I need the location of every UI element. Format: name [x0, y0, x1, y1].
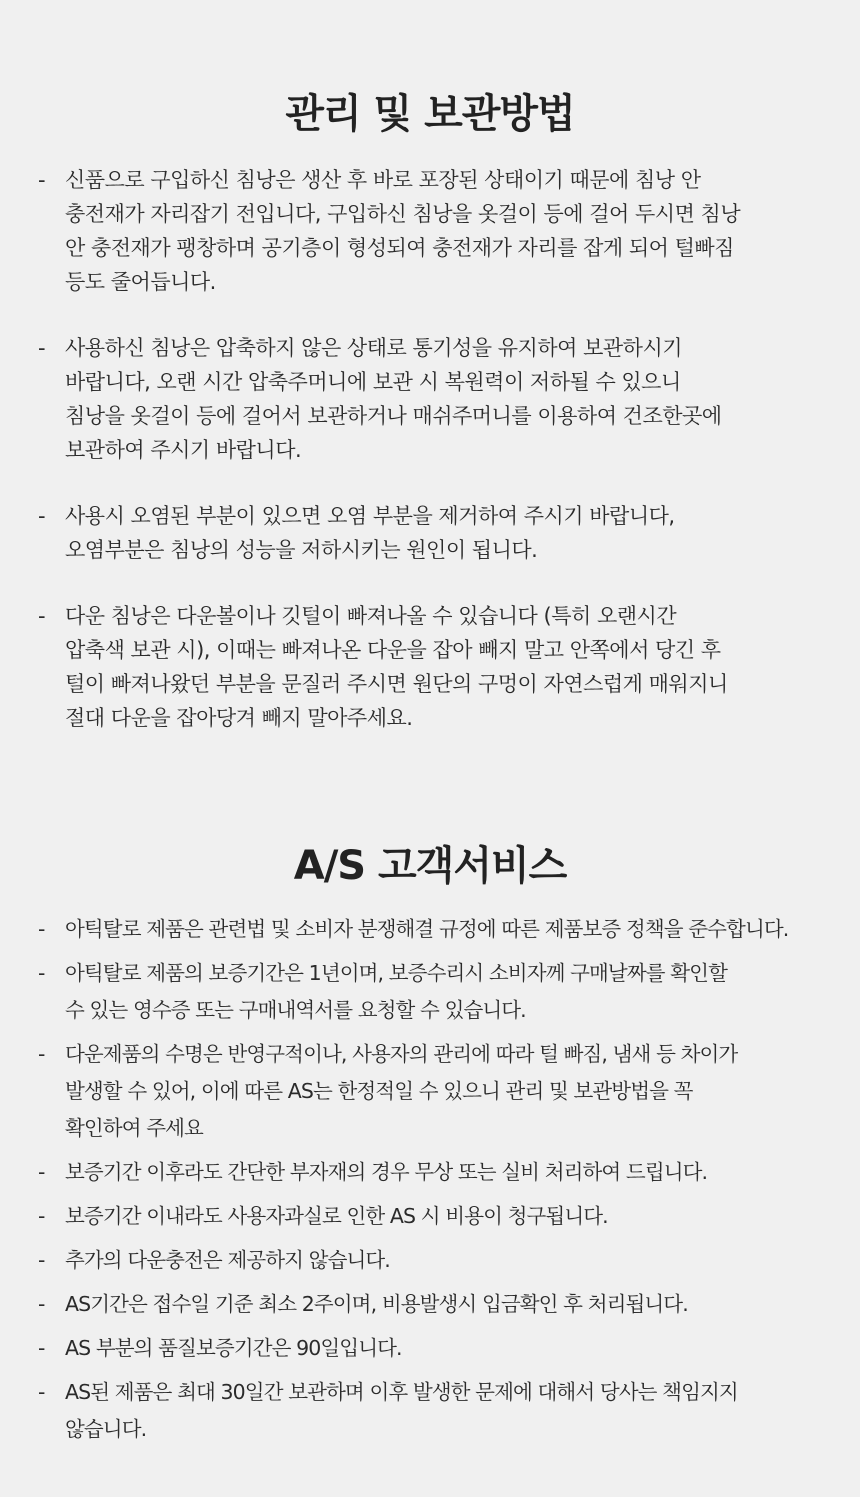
item-text-line: 압축색 보관 시), 이때는 빠져나온 다운을 잡아 빼지 말고 안쪽에서 당긴 후 — [65, 638, 721, 662]
bullet-dash: - — [38, 336, 46, 360]
as-list-item — [38, 1154, 828, 1191]
item-text-line: 다운 침낭은 다운볼이나 깃털이 빠져나올 수 있습니다 (특히 오랜시간 — [65, 604, 677, 628]
as-service-list — [38, 911, 828, 1455]
item-text-line: 추가의 다운충전은 제공하지 않습니다. — [65, 1248, 390, 1272]
care-list-item — [38, 499, 828, 567]
as-list-item — [38, 1286, 828, 1323]
item-text-line: 안 충전재가 팽창하며 공기층이 형성되여 충전재가 자리를 잡게 되어 털빠짐 — [65, 236, 734, 260]
as-list-item — [38, 1036, 828, 1147]
bullet-dash: - — [38, 1336, 45, 1360]
bullet-dash: - — [38, 604, 46, 628]
item-text-line: 신품으로 구입하신 침낭은 생산 후 바로 포장된 상태이기 때문에 침낭 안 — [65, 168, 701, 192]
care-list — [38, 163, 828, 767]
care-title: 관리 및 보관방법 — [285, 91, 575, 137]
item-text-line: 바랍니다, 오랜 시간 압축주머니에 보관 시 복원력이 저하될 수 있으니 — [65, 370, 681, 394]
bullet-dash: - — [38, 1204, 45, 1228]
item-text-line: 사용시 오염된 부분이 있으면 오염 부분을 제거하여 주시기 바랍니다, — [65, 504, 675, 528]
item-text-line: 보증기간 이내라도 사용자과실로 인한 AS 시 비용이 청구됩니다. — [65, 1204, 608, 1228]
item-text-line: 충전재가 자리잡기 전입니다, 구입하신 침낭을 옷걸이 등에 걸어 두시면 침낭 — [65, 202, 741, 226]
item-text-line: AS 부분의 품질보증기간은 90일입니다. — [65, 1336, 402, 1360]
bullet-dash: - — [38, 961, 45, 985]
bullet-dash: - — [38, 168, 46, 192]
bullet-dash: - — [38, 1380, 45, 1404]
as-list-item — [38, 955, 828, 1029]
item-text-line: AS된 제품은 최대 30일간 보관하며 이후 발생한 문제에 대해서 당사는 책임지지 — [65, 1380, 738, 1404]
care-list-item — [38, 599, 828, 735]
item-text-line: 않습니다. — [65, 1417, 147, 1441]
item-text-line: 절대 다운을 잡아당겨 빼지 말아주세요. — [65, 706, 413, 730]
bullet-dash: - — [38, 1292, 45, 1316]
item-text-line: 아틱탈로 제품의 보증기간은 1년이며, 보증수리시 소비자께 구매날짜를 확인할 — [65, 961, 727, 985]
item-text-line: 등도 줄어듭니다. — [65, 270, 216, 294]
item-text-line: 수 있는 영수증 또는 구매내역서를 요청할 수 있습니다. — [65, 998, 526, 1022]
item-text-line: 확인하여 주세요 — [65, 1116, 203, 1140]
care-list-item — [38, 331, 828, 467]
item-text-line: 침낭을 옷걸이 등에 걸어서 보관하거나 매쉬주머니를 이용하여 건조한곳에 — [65, 404, 722, 428]
item-text-line: 다운제품의 수명은 반영구적이나, 사용자의 관리에 따라 털 빠짐, 냄새 등 차이가 — [65, 1042, 738, 1066]
bullet-dash: - — [38, 1248, 45, 1272]
as-list-item — [38, 1374, 828, 1448]
item-text-line: 사용하신 침낭은 압축하지 않은 상태로 통기성을 유지하여 보관하시기 — [65, 336, 683, 360]
as-list-item — [38, 1242, 828, 1279]
as-list-item — [38, 911, 828, 948]
item-text-line: 아틱탈로 제품은 관련법 및 소비자 분쟁해결 규정에 따른 제품보증 정책을 준수합니다. — [65, 917, 789, 941]
as-list-item — [38, 1198, 828, 1235]
item-text-line: AS기간은 접수일 기준 최소 2주이며, 비용발생시 입금확인 후 처리됩니다. — [65, 1292, 688, 1316]
care-list-item — [38, 163, 828, 299]
item-text-line: 보증기간 이후라도 간단한 부자재의 경우 무상 또는 실비 처리하여 드립니다. — [65, 1160, 708, 1184]
item-text-line: 오염부분은 침낭의 성능을 저하시키는 원인이 됩니다. — [65, 538, 538, 562]
item-text-line: 털이 빠져나왔던 부분을 문질러 주시면 원단의 구멍이 자연스럽게 매워지니 — [65, 672, 728, 696]
bullet-dash: - — [38, 917, 45, 941]
bullet-dash: - — [38, 504, 46, 528]
bullet-dash: - — [38, 1042, 45, 1066]
item-text-line: 보관하여 주시기 바랍니다. — [65, 438, 302, 462]
bullet-dash: - — [38, 1160, 45, 1184]
as-list-item — [38, 1330, 828, 1367]
item-text-line: 발생할 수 있어, 이에 따른 AS는 한정적일 수 있으니 관리 및 보관방법을 꼭 — [65, 1079, 693, 1103]
as-service-title: A/S 고객서비스 — [293, 843, 567, 889]
